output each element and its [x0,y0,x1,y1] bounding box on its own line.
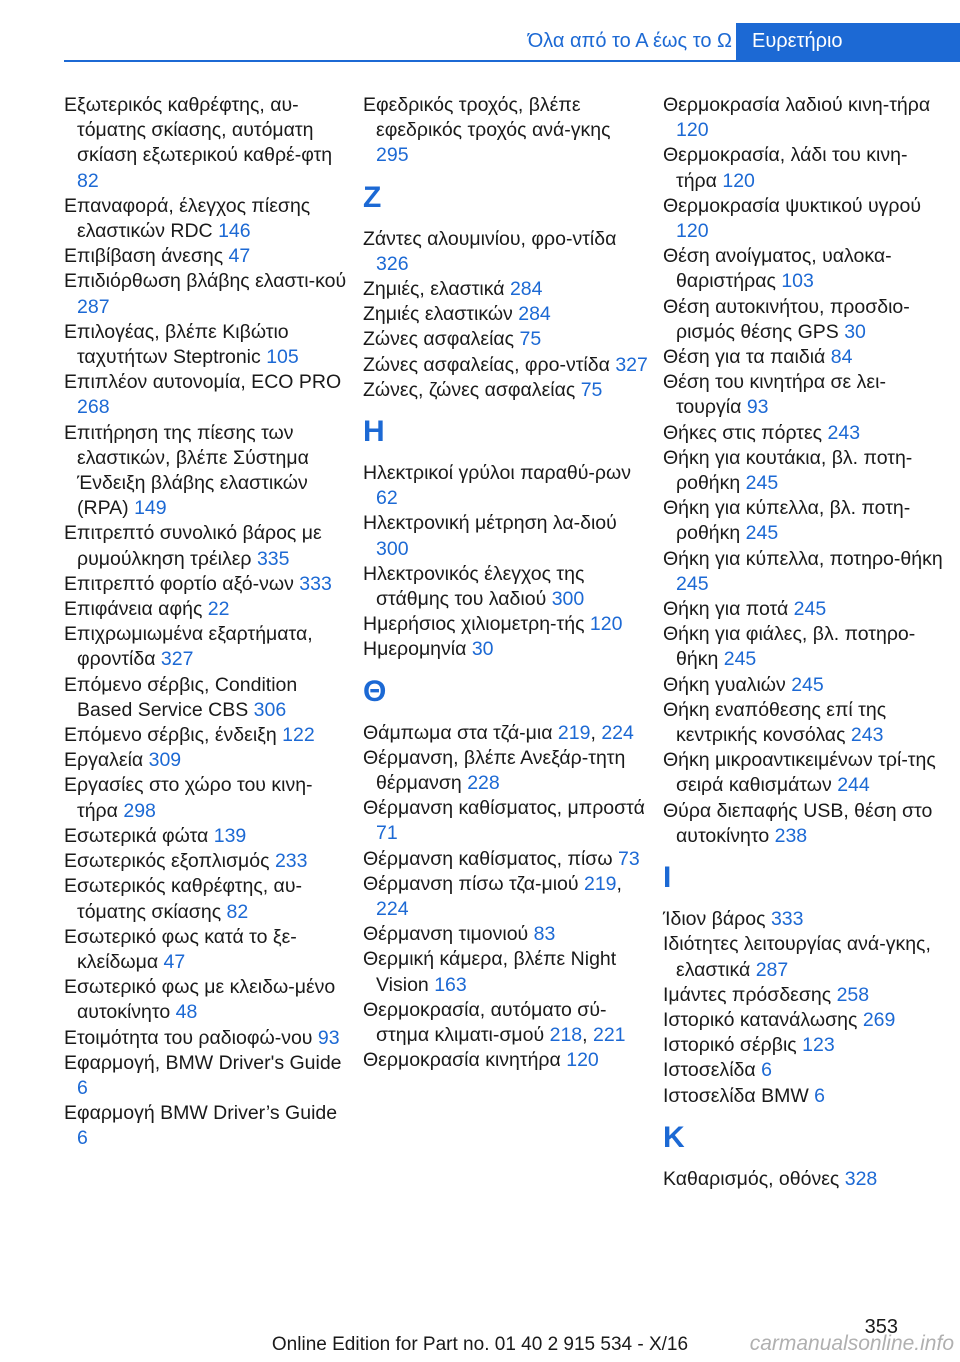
page-reference-link[interactable]: 228 [467,772,500,795]
page-reference-link[interactable]: 309 [148,749,182,772]
page-reference-link[interactable]: 243 [827,421,861,444]
index-entry-text: Θήκη για ποτά [663,598,789,621]
page-reference-link[interactable]: 120 [566,1049,599,1072]
index-entry [663,799,948,849]
index-entry-text: Ημερομηνία [363,638,467,661]
index-entry [663,295,948,345]
index-entry-text: Επιδιόρθωση βλάβης ελαστι‐κού [64,270,347,293]
page-reference-link[interactable]: 224 [376,898,409,921]
index-entry-text: Θέρμανση πίσω τζα‐μιού [363,872,579,895]
page-reference-link[interactable]: 6 [761,1059,772,1082]
index-entry [64,521,349,571]
page-reference-link[interactable]: 139 [213,824,247,847]
index-entry-text: Θήκη για φιάλες, βλ. ποτηρο‐θήκη [663,623,916,671]
index-entry-text: Θέση αυτοκινήτου, προσδιο‐ρισμός θέσης GPS [663,295,910,343]
index-tab-label: Ευρετήριο [752,30,843,52]
page-reference-link[interactable]: 245 [745,522,779,545]
page-reference-link[interactable]: 245 [745,472,779,495]
page-reference-link[interactable]: 123 [802,1034,835,1057]
page-reference-link[interactable]: 6 [77,1127,88,1150]
index-entry-text: Θερμοκρασία κινητήρα [363,1049,561,1072]
index-entry [64,723,349,748]
page-reference-link[interactable]: 269 [862,1008,896,1031]
index-entry [363,612,648,637]
index-entry-text: Εφεδρικός τροχός, βλέπε εφεδρικός τροχός ανά‐γκης [363,94,611,142]
index-entry [663,622,948,672]
page-reference-link[interactable]: 245 [793,598,827,621]
index-entry-text: Θήκη γυαλιών [663,673,786,696]
index-entry-text: Ζώνες ασφαλείας, φρο‐ντίδα [363,353,610,376]
index-entry-text: Εσωτερικά φώτα [64,824,209,847]
index-entry [64,597,349,622]
index-entry [64,244,349,269]
index-entry [663,1084,948,1109]
index-entry [64,1051,349,1101]
index-entry [663,1058,948,1083]
index-letter-heading: Θ [363,674,387,708]
index-entry-text: Ιστοσελίδα BMW [663,1084,809,1107]
page-reference-link[interactable]: 48 [175,1001,198,1024]
index-entry [663,370,948,420]
section-title: Όλα από το Α έως το Ω [527,30,732,52]
index-tab [736,23,960,61]
index-entry [64,320,349,370]
index-entry [663,673,948,698]
index-letter-heading: Ι [663,861,672,895]
page-reference-link[interactable]: 224 [601,721,634,744]
index-entry-text: Επιλογέας, βλέπε Κιβώτιο ταχυτήτων Steptronic [64,320,289,369]
index-entry [64,194,349,244]
index-entry-text: Ζάντες αλουμινίου, φρο‐ντίδα [363,227,617,250]
index-entry [363,302,648,327]
index-entry-text: Ηλεκτρονική μέτρηση λα‐διού [363,512,617,535]
page-reference-link[interactable]: 120 [676,119,709,142]
page-reference-link[interactable]: 326 [376,252,409,275]
index-entry-text: Θέση ανοίγματος, υαλοκα‐θαριστήρας [663,245,892,293]
index-entry [663,698,948,748]
page-reference-link[interactable]: 300 [551,588,585,611]
page-reference-link[interactable]: 258 [836,983,870,1006]
page-reference-link[interactable]: 30 [471,638,494,661]
index-entry-text: Θέρμανση καθίσματος, πίσω [363,847,613,870]
index-entry [663,748,948,798]
index-entry-text: Επιτήρηση της πίεσης των ελαστικών, βλέπε Σύστημα Ένδειξη βλάβης ελαστικών (RPA) [64,421,309,520]
page-reference-link[interactable]: 327 [615,353,648,376]
index-entry [663,597,948,622]
index-entry [363,378,648,403]
index-entry-text: Θήκη μικροαντικειμένων τρί‐της σειρά καθισμάτων [663,749,936,797]
index-entry [663,983,948,1008]
index-entry-text: Θήκη για κύπελλα, βλ. ποτη‐ροθήκη [663,497,911,545]
index-entry [363,947,648,997]
page-reference-link[interactable]: 6 [77,1076,88,1099]
index-entry-text: Θερμοκρασία, λάδι του κινη‐τήρα [663,144,908,192]
page-reference-link[interactable]: 287 [77,295,110,318]
page-reference-link[interactable]: 244 [837,774,870,797]
index-entry [64,975,349,1025]
page-reference-link[interactable]: 75 [519,328,542,351]
index-entry-text: Θήκη για κουτάκια, βλ. ποτη‐ροθήκη [663,446,913,495]
page-reference-link[interactable]: 298 [123,799,156,822]
index-entry-text: Επιπλέον αυτονομία, ECO PRO [64,371,342,394]
index-entry [363,277,648,302]
index-entry [363,637,648,662]
page-reference-link[interactable]: 245 [791,673,824,696]
index-entry [663,547,948,597]
page-reference-link[interactable]: 83 [533,923,556,946]
index-entry-text: Εφαρμογή, BMW Driver's Guide [64,1051,342,1074]
index-column-3 [663,93,948,1192]
page-reference-link[interactable]: 284 [509,278,543,301]
index-entry-text: Ζημιές, ελαστικά [363,278,505,301]
index-entry-text: Θέρμανση καθίσματος, μπροστά [363,797,645,820]
index-entry-text: Θήκη για κύπελλα, ποτηρο‐θήκη [663,547,943,570]
page-reference-link[interactable]: 22 [207,598,230,621]
index-entry-text: Ετοιμότητα του ραδιοφώ‐νου [64,1026,313,1049]
index-entry [64,269,349,319]
page-reference-link[interactable]: 120 [676,220,709,243]
index-letter-heading: Ζ [363,180,382,214]
index-entry-text: Ιστορικό σέρβις [663,1034,797,1057]
page-reference-link[interactable]: 120 [589,613,623,636]
index-entry [64,824,349,849]
index-entry [363,353,648,378]
index-entry-text: Καθαρισμός, οθόνες [663,1167,840,1190]
index-entry-text: Εσωτερικό φως με κλειδω‐μένο αυτοκίνητο [64,976,336,1024]
page-reference-link[interactable]: 73 [618,847,640,870]
index-entry [64,1101,349,1151]
index-entry [363,461,648,511]
index-entry-text: Θάμπωμα στα τζά‐μια [363,721,553,744]
index-entry-text: Επιφάνεια αφής [64,598,203,621]
page-reference-link[interactable]: 93 [746,396,769,419]
index-column-1 [64,93,349,1152]
index-entry-text: Ιστορικό κατανάλωσης [663,1008,858,1031]
index-entry [363,511,648,561]
index-entry [663,194,948,244]
page-reference-link[interactable]: 75 [580,378,603,401]
index-entry [363,922,648,947]
index-entry [363,1048,648,1073]
index-entry [64,874,349,924]
index-entry [663,932,948,982]
page-reference-link[interactable]: 82 [226,900,249,923]
index-entry [363,93,648,169]
page-reference-link[interactable]: 233 [274,850,308,873]
index-entry [64,421,349,522]
page-reference-link[interactable]: 219 [557,721,591,744]
index-entry-text: Ζώνες, ζώνες ασφαλείας [363,378,576,401]
index-entry [64,370,349,420]
index-entry-text: Θύρα διεπαφής USB, θέση στο αυτοκίνητο [663,799,933,847]
page-reference-link[interactable]: 82 [77,169,99,192]
index-entry [363,227,648,277]
index-letter-heading: Η [363,415,385,449]
index-entry-text: Ιμάντες πρόσδεσης [663,983,832,1006]
index-entry [363,847,648,872]
index-entry [64,1026,349,1051]
index-entry-text: Επιτρεπτό φορτίο αξό‐νων [64,572,294,595]
page-reference-link[interactable]: 335 [256,547,290,570]
index-entry-text: Θέση για τα παιδιά [663,346,826,369]
page-reference-link[interactable]: 333 [770,908,804,931]
index-entry-text: Θερμοκρασία ψυκτικού υγρού [663,194,922,217]
index-entry-text: Θερμοκρασία, αυτόματο σύ‐στημα κλιματι‐σμού [363,998,607,1047]
index-entry [663,421,948,446]
index-entry-text: Επιτρεπτό συνολικό βάρος με ρυμούλκηση τρέιλερ [64,522,322,570]
page-reference-link[interactable]: 62 [376,487,398,510]
index-entry-text: Εφαρμογή BMW Driver’s Guide [64,1102,338,1125]
index-entry [663,143,948,193]
page-reference-link[interactable]: 146 [218,220,251,243]
index-entry [663,496,948,546]
index-entry [663,1167,948,1192]
page-reference-link[interactable]: 300 [376,537,409,560]
page-reference-link[interactable]: 163 [434,973,467,996]
index-entry: Θερμοκρασία, αυτόματο σύ‐στημα κλιματι‐σμού 218, 221 [363,998,626,1047]
index-entry-text: Ημερήσιος χιλιομετρη‐τής [363,613,585,636]
index-entry [663,907,948,932]
index-entry [363,746,648,796]
page-reference-link[interactable]: 120 [722,169,755,192]
index-entry [663,345,948,370]
index-entry-text: Εσωτερικός εξοπλισμός [64,850,270,873]
index-entry: Θάμπωμα στα τζά‐μια 219, 224 [363,721,634,744]
index-entry-text: Επιβίβαση άνεσης [64,245,224,268]
index-entry-text: Εργασίες στο χώρο του κινη‐τήρα [64,774,313,822]
page-reference-link[interactable]: 333 [299,572,332,595]
index-entry-text: Θέση του κινητήρα σε λει‐τουργία [663,371,886,419]
page-reference-link[interactable]: 328 [844,1167,878,1190]
index-entry [363,796,648,846]
index-entry [64,572,349,597]
page-reference-link[interactable]: 122 [282,724,315,747]
index-entry-text: Εξωτερικός καθρέφτης, αυ‐τόματης σκίασης, αυτόματη σκίαση εξωτερικού καθρέ‐φτη [64,94,333,167]
index-column-2 [363,93,648,1074]
page-reference-link[interactable]: 30 [844,320,866,343]
page-reference-link[interactable]: 287 [755,958,789,981]
index-entry [64,748,349,773]
index-entry [663,1033,948,1058]
page-reference-link[interactable]: 105 [266,346,299,369]
page-reference-link[interactable]: 221 [592,1024,626,1047]
page-reference-link[interactable]: 6 [814,1084,826,1107]
page-reference-link[interactable]: 238 [774,824,808,847]
index-entry [64,93,349,194]
index-entry [663,446,948,496]
index-letter-heading: Κ [663,1120,685,1154]
page-reference-link[interactable]: 243 [850,724,884,747]
index-entry-text: Θήκη εναπόθεσης επί της κεντρικής κονσόλας [663,698,887,747]
index-entry-text: Ίδιον βάρος [663,908,766,931]
index-entry-text: Επόμενο σέρβις, ένδειξη [64,724,277,747]
index-entry [64,673,349,723]
index-entry-text: Θερμική κάμερα, βλέπε Night Vision [363,948,617,996]
page-reference-link[interactable]: 327 [160,648,194,671]
page-reference-link[interactable]: 84 [830,346,853,369]
index-entry-text: Εσωτερικό φως κατά το ξε‐κλείδωμα [64,925,297,973]
index-entry [363,562,648,612]
index-entry [663,244,948,294]
index-entry-text: Ηλεκτρονικός έλεγχος της στάθμης του λαδιού [363,562,585,611]
index-entry [64,773,349,823]
index-entry [64,925,349,975]
page-number: 353 [864,1316,898,1338]
page-reference-link[interactable]: 103 [781,270,814,293]
index-entry [64,849,349,874]
page-reference-link[interactable]: 71 [376,822,398,845]
page-reference-link[interactable]: 306 [253,698,287,721]
index-entry-text: Ιδιότητες λειτουργίας ανά‐γκης, ελαστικά [663,933,931,981]
index-entry-text: Ζημιές ελαστικών [363,303,513,326]
footer-edition: Online Edition for Part no. 01 40 2 915 534 - X/16 [271,1334,689,1355]
watermark: carmanualsonline.info [749,1332,954,1355]
index-entry-text: Ηλεκτρικοί γρύλοι παραθύ‐ρων [363,462,631,485]
index-entry-text: Ζώνες ασφαλείας [363,328,515,351]
index-entry-text: Θέρμανση, βλέπε Ανεξάρ‐τητη θέρμανση [363,746,626,795]
index-entry [663,93,948,143]
index-entry [663,1008,948,1033]
page-reference-link[interactable]: 284 [518,303,551,326]
index-entry [64,622,349,672]
index-entry: Θέρμανση πίσω τζα‐μιού 219, 224 [363,872,622,921]
index-entry-text: Εργαλεία [64,749,144,772]
page-reference-link[interactable]: 268 [77,396,110,419]
page-reference-link[interactable]: 93 [317,1026,340,1049]
page-reference-link[interactable]: 47 [228,245,251,268]
index-entry-text: Ιστοσελίδα [663,1059,756,1082]
index-entry-text: Επιχρωμιωμένα εξαρτήματα, φροντίδα [64,623,313,671]
index-entry-text: Θερμοκρασία λαδιού κινη‐τήρα [663,94,931,116]
index-entry-text: Θήκες στις πόρτες [663,421,823,444]
page-reference-link[interactable]: 218 [549,1024,583,1047]
index-entry [363,327,648,352]
index-entry-text: Επαναφορά, έλεγχος πίεσης ελαστικών RDC [64,194,311,243]
page-reference-link[interactable]: 47 [163,950,186,973]
page-reference-link[interactable]: 149 [134,497,167,520]
page-reference-link[interactable]: 219 [583,872,617,895]
index-entry-text: Εσωτερικός καθρέφτης, αυ‐τόματης σκίασης [64,875,302,923]
page-reference-link[interactable]: 295 [376,144,409,167]
page-reference-link[interactable]: 245 [676,572,709,595]
page-header [0,0,960,62]
page-reference-link[interactable]: 245 [723,648,757,671]
index-entry-text: Επόμενο σέρβις, Condition Based Service CBS [64,673,298,721]
index-entry-text: Θέρμανση τιμονιού [363,923,529,946]
